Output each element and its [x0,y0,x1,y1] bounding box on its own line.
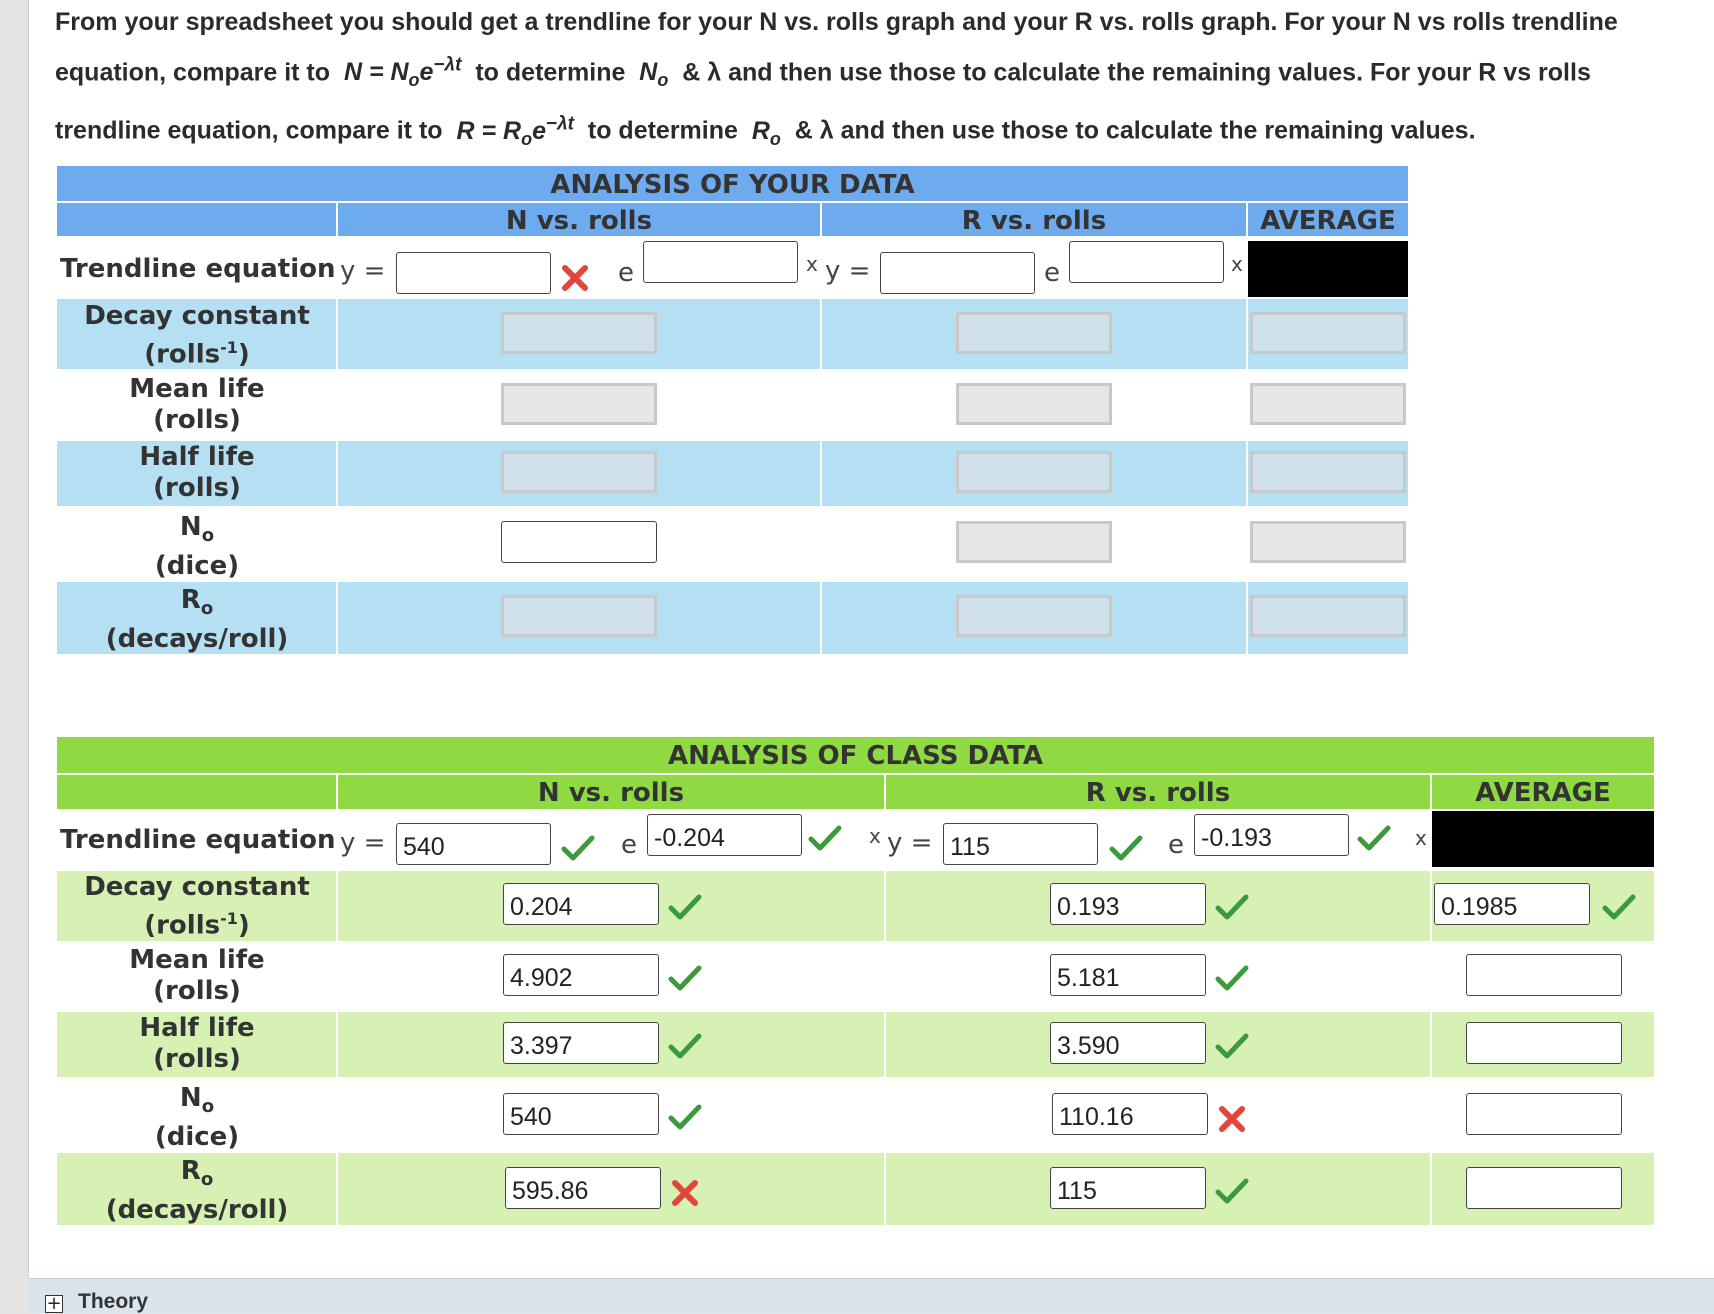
your-ro-n-field [501,595,657,637]
your-half-label: Half life (rolls) [139,442,255,503]
class-half-avg-input[interactable] [1466,1022,1622,1064]
your-trendline-label: Trendline equation [60,254,336,284]
theory-section-bar[interactable] [28,1278,1714,1313]
your-half-r-field [956,451,1112,493]
class-r-exponent-input[interactable] [1194,814,1349,856]
your-r-coefficient-input[interactable] [880,252,1035,294]
class-no-avg-input[interactable] [1466,1093,1622,1135]
class-r-coefficient-input[interactable] [943,823,1098,865]
your-no-r-field [956,521,1112,563]
class-no-label: $N_o$ (dice) [154,1083,240,1153]
expand-icon[interactable]: + [46,1293,62,1314]
class-decay-r-input[interactable] [1050,883,1206,925]
your-half-n-field [501,451,657,493]
class-mean-label: Mean life (rolls) [129,945,265,1006]
correct-icon [668,964,702,992]
class-half-label: Half life (rolls) [139,1013,255,1074]
class-r-e: e [1168,830,1184,860]
correct-icon [668,893,702,921]
correct-icon [1215,893,1249,921]
correct-icon [668,1032,702,1060]
theory-toggle-label[interactable]: Theory [78,1290,149,1313]
average-blocked-cell [1248,241,1408,297]
instructions-line-3: trendline equation, compare it to $R = R_oe^{-\lambda t}$ to determine $R_o$ & λ and then use those to calculate the remaining values. [55,113,1476,149]
class-r-y-equals: y = [887,828,933,858]
class-decay-n-input[interactable] [503,883,659,925]
class-n-exponent-input[interactable] [647,814,802,856]
class-mean-n-input[interactable] [503,954,659,996]
your-mean-avg-field [1250,383,1406,425]
class-n-coefficient-input[interactable] [396,823,551,865]
class-ro-label: $R_o$ (decays/roll) [105,1156,289,1226]
class-n-e: e [621,830,637,860]
class-ro-r-input[interactable] [1050,1167,1206,1209]
class-decay-label: Decay constant (rolls$^{-1}$) [84,872,310,941]
correct-icon [561,834,595,862]
class-ro-n-input[interactable] [505,1167,661,1209]
class-ro-avg-input[interactable] [1466,1167,1622,1209]
your-decay-avg-field [1250,312,1406,354]
your-no-label: $N_o$ (dice) [154,512,240,582]
your-decay-n-field [501,312,657,354]
correct-icon [1602,893,1636,921]
your-r-exponent-input[interactable] [1069,241,1224,283]
class-mean-r-input[interactable] [1050,954,1206,996]
your-n-y-equals: y = [340,256,386,286]
class-table-title: ANALYSIS OF CLASS DATA [667,741,1044,771]
your-r-y-equals: y = [825,256,871,286]
class-trendline-label: Trendline equation [60,825,336,855]
your-col-n: N vs. rolls [505,206,653,236]
class-n-x: x [869,824,881,848]
incorrect-icon [670,1178,700,1208]
your-r-x: x [1231,252,1243,276]
incorrect-icon [560,263,590,293]
instructions-line-2: equation, compare it to $N = N_oe^{-\lambda t}$ to determine $N_o$ & λ and then use those to calculate the remaining values. For your R vs rolls [55,55,1591,91]
your-table-title: ANALYSIS OF YOUR DATA [550,170,915,200]
your-n-exponent-input[interactable] [643,241,798,283]
correct-icon [1215,964,1249,992]
your-decay-label: Decay constant (rolls$^{-1}$) [84,301,310,370]
your-mean-label: Mean life (rolls) [129,374,265,435]
your-mean-n-field [501,383,657,425]
class-decay-avg-input[interactable] [1434,883,1590,925]
your-decay-r-field [956,312,1112,354]
class-half-r-input[interactable] [1050,1022,1206,1064]
your-col-average: AVERAGE [1260,206,1396,236]
average-blocked-cell [1432,811,1654,867]
correct-icon [1215,1177,1249,1205]
class-col-r: R vs. rolls [1085,778,1231,808]
your-n-e: e [618,258,634,288]
class-mean-avg-input[interactable] [1466,954,1622,996]
correct-icon [1109,834,1143,862]
your-mean-r-field [956,383,1112,425]
class-no-n-input[interactable] [503,1093,659,1135]
class-half-n-input[interactable] [503,1022,659,1064]
your-ro-r-field [956,595,1112,637]
correct-icon [668,1103,702,1131]
your-no-avg-field [1250,521,1406,563]
correct-icon [1357,824,1391,852]
class-col-n: N vs. rolls [537,778,685,808]
your-ro-label: $R_o$ (decays/roll) [105,585,289,655]
class-no-r-input[interactable] [1052,1093,1208,1135]
class-r-x: x [1415,826,1427,850]
class-n-y-equals: y = [340,828,386,858]
your-no-n-input[interactable] [501,521,657,563]
your-ro-avg-field [1250,595,1406,637]
your-col-r: R vs. rolls [961,206,1107,236]
correct-icon [1215,1032,1249,1060]
incorrect-icon [1217,1104,1247,1134]
correct-icon [808,824,842,852]
instructions-line-1: From your spreadsheet you should get a trendline for your N vs. rolls graph and your R vs. rolls graph. For your N vs rolls trendline [55,8,1618,36]
your-n-coefficient-input[interactable] [396,252,551,294]
your-half-avg-field [1250,451,1406,493]
instructions [55,0,1695,161]
class-col-average: AVERAGE [1475,778,1611,808]
your-n-x: x [806,252,818,276]
your-r-e: e [1044,258,1060,288]
